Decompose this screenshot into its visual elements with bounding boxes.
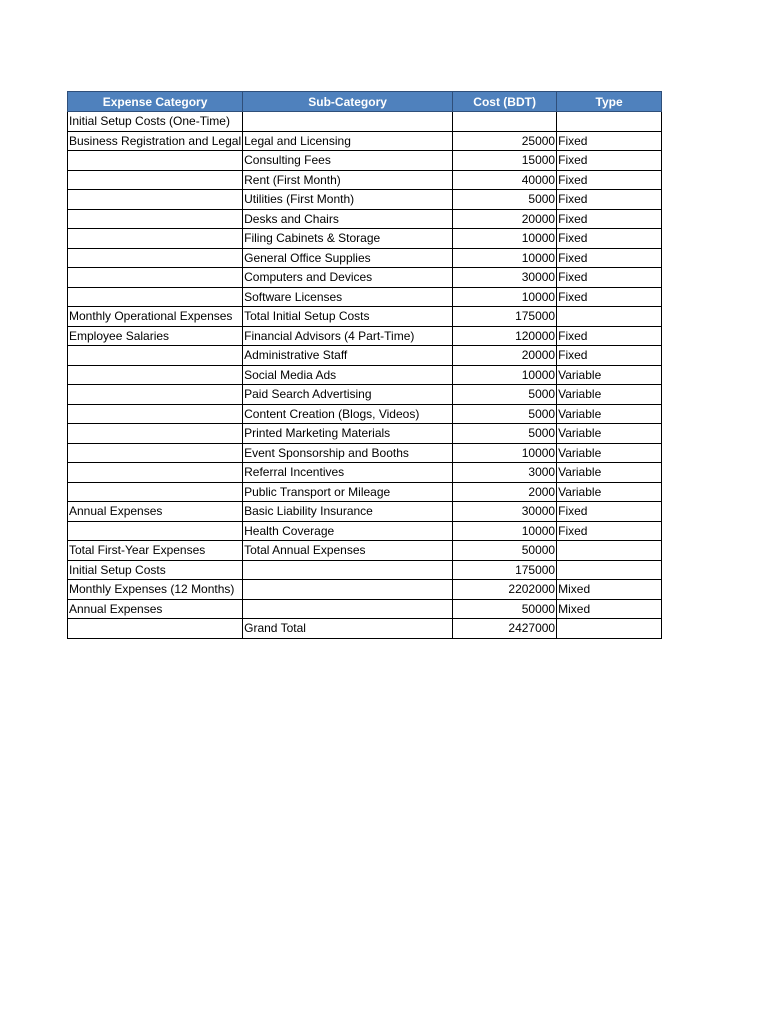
table-row: [68, 482, 662, 502]
type-cell[interactable]: Variable: [557, 385, 662, 405]
expense-category-cell[interactable]: [68, 404, 243, 424]
cost-cell[interactable]: 5000: [453, 424, 557, 444]
cost-cell[interactable]: 30000: [453, 502, 557, 522]
sub-category-cell[interactable]: Rent (First Month): [243, 170, 453, 190]
expense-category-cell[interactable]: [68, 365, 243, 385]
table-row: [68, 248, 662, 268]
expense-category-cell[interactable]: [68, 521, 243, 541]
type-cell[interactable]: Variable: [557, 365, 662, 385]
sub-category-cell[interactable]: Desks and Chairs: [243, 209, 453, 229]
header-sub-category: Sub-Category: [243, 92, 453, 112]
expense-category-cell[interactable]: [68, 170, 243, 190]
table-row: [68, 424, 662, 444]
type-cell[interactable]: [557, 560, 662, 580]
sub-category-cell[interactable]: [243, 560, 453, 580]
cost-cell[interactable]: [453, 112, 557, 132]
type-cell[interactable]: Fixed: [557, 170, 662, 190]
type-cell[interactable]: Mixed: [557, 580, 662, 600]
table-row: [68, 190, 662, 210]
sub-category-cell[interactable]: Legal and Licensing: [243, 131, 453, 151]
sub-category-cell[interactable]: General Office Supplies: [243, 248, 453, 268]
cost-cell[interactable]: 25000: [453, 131, 557, 151]
table-row: [68, 112, 662, 132]
expense-category-cell[interactable]: Annual Expenses: [68, 599, 243, 619]
sub-category-cell[interactable]: Health Coverage: [243, 521, 453, 541]
cost-cell[interactable]: 120000: [453, 326, 557, 346]
cost-cell[interactable]: 10000: [453, 287, 557, 307]
cost-cell[interactable]: 10000: [453, 229, 557, 249]
type-cell[interactable]: Fixed: [557, 521, 662, 541]
type-cell[interactable]: Fixed: [557, 190, 662, 210]
expense-category-cell[interactable]: [68, 463, 243, 483]
table-row: [68, 365, 662, 385]
table-row: [68, 307, 662, 327]
type-cell[interactable]: [557, 619, 662, 639]
type-cell[interactable]: Variable: [557, 463, 662, 483]
table-row: [68, 385, 662, 405]
sub-category-cell[interactable]: Paid Search Advertising: [243, 385, 453, 405]
cost-cell[interactable]: 5000: [453, 404, 557, 424]
table-row: [68, 541, 662, 561]
header-cost: Cost (BDT): [453, 92, 557, 112]
table-row: [68, 131, 662, 151]
cost-cell[interactable]: 10000: [453, 365, 557, 385]
sub-category-cell[interactable]: [243, 580, 453, 600]
sub-category-cell[interactable]: Financial Advisors (4 Part-Time): [243, 326, 453, 346]
expense-category-cell[interactable]: Business Registration and Legal: [68, 131, 243, 151]
table-row: [68, 463, 662, 483]
table-row: [68, 229, 662, 249]
sub-category-cell[interactable]: Social Media Ads: [243, 365, 453, 385]
cost-cell[interactable]: 20000: [453, 346, 557, 366]
type-cell[interactable]: Variable: [557, 424, 662, 444]
sub-category-cell[interactable]: Total Initial Setup Costs: [243, 307, 453, 327]
sub-category-cell[interactable]: Content Creation (Blogs, Videos): [243, 404, 453, 424]
expense-sheet: [67, 91, 662, 639]
table-header: [68, 92, 662, 112]
expense-category-cell[interactable]: [68, 424, 243, 444]
type-cell[interactable]: Fixed: [557, 326, 662, 346]
type-cell[interactable]: [557, 112, 662, 132]
expense-category-cell[interactable]: [68, 482, 243, 502]
type-cell[interactable]: Fixed: [557, 131, 662, 151]
cost-cell[interactable]: 30000: [453, 268, 557, 288]
sub-category-cell[interactable]: Event Sponsorship and Booths: [243, 443, 453, 463]
expense-category-cell[interactable]: [68, 287, 243, 307]
expense-category-cell[interactable]: [68, 248, 243, 268]
type-cell[interactable]: Variable: [557, 482, 662, 502]
table-row: [68, 268, 662, 288]
sub-category-cell[interactable]: Filing Cabinets & Storage: [243, 229, 453, 249]
sub-category-cell[interactable]: Printed Marketing Materials: [243, 424, 453, 444]
sub-category-cell[interactable]: Total Annual Expenses: [243, 541, 453, 561]
type-cell[interactable]: Fixed: [557, 229, 662, 249]
table-row: [68, 346, 662, 366]
table-row: [68, 170, 662, 190]
header-row: [68, 92, 662, 112]
sub-category-cell[interactable]: Referral Incentives: [243, 463, 453, 483]
expense-category-cell[interactable]: [68, 268, 243, 288]
sub-category-cell[interactable]: Software Licenses: [243, 287, 453, 307]
cost-cell[interactable]: 40000: [453, 170, 557, 190]
type-cell[interactable]: Variable: [557, 404, 662, 424]
expense-category-cell[interactable]: Monthly Operational Expenses: [68, 307, 243, 327]
table-row: [68, 209, 662, 229]
table-row: [68, 560, 662, 580]
table-row: [68, 443, 662, 463]
type-cell[interactable]: Mixed: [557, 599, 662, 619]
expense-category-cell[interactable]: Monthly Expenses (12 Months): [68, 580, 243, 600]
table-row: [68, 521, 662, 541]
sub-category-cell[interactable]: Basic Liability Insurance: [243, 502, 453, 522]
cost-cell[interactable]: 50000: [453, 599, 557, 619]
header-type: Type: [557, 92, 662, 112]
expense-category-cell[interactable]: [68, 443, 243, 463]
cost-cell[interactable]: 2000: [453, 482, 557, 502]
table-row: [68, 502, 662, 522]
expense-category-cell[interactable]: [68, 385, 243, 405]
table-row: [68, 619, 662, 639]
type-cell[interactable]: [557, 541, 662, 561]
expense-category-cell[interactable]: Total First-Year Expenses: [68, 541, 243, 561]
table-row: [68, 404, 662, 424]
cost-cell[interactable]: 5000: [453, 385, 557, 405]
expense-category-cell[interactable]: Employee Salaries: [68, 326, 243, 346]
cost-cell[interactable]: 15000: [453, 151, 557, 171]
table-row: [68, 151, 662, 171]
sub-category-cell[interactable]: Grand Total: [243, 619, 453, 639]
table-row: [68, 580, 662, 600]
expense-category-cell[interactable]: Annual Expenses: [68, 502, 243, 522]
type-cell[interactable]: Fixed: [557, 502, 662, 522]
sub-category-cell[interactable]: [243, 599, 453, 619]
sub-category-cell[interactable]: Consulting Fees: [243, 151, 453, 171]
cost-cell[interactable]: 5000: [453, 190, 557, 210]
type-cell[interactable]: Variable: [557, 443, 662, 463]
expense-category-cell[interactable]: [68, 346, 243, 366]
header-expense-category: Expense Category: [68, 92, 243, 112]
type-cell[interactable]: [557, 307, 662, 327]
expense-category-cell[interactable]: [68, 229, 243, 249]
expense-category-cell[interactable]: [68, 190, 243, 210]
sub-category-cell[interactable]: Public Transport or Mileage: [243, 482, 453, 502]
cost-cell[interactable]: 10000: [453, 443, 557, 463]
cost-cell[interactable]: 2202000: [453, 580, 557, 600]
table-row: [68, 599, 662, 619]
type-cell[interactable]: Fixed: [557, 151, 662, 171]
expense-category-cell[interactable]: Initial Setup Costs: [68, 560, 243, 580]
cost-cell[interactable]: 2427000: [453, 619, 557, 639]
expense-table: [67, 91, 662, 639]
expense-category-cell[interactable]: [68, 209, 243, 229]
expense-category-cell[interactable]: [68, 151, 243, 171]
cost-cell[interactable]: 175000: [453, 307, 557, 327]
type-cell[interactable]: Fixed: [557, 287, 662, 307]
type-cell[interactable]: Fixed: [557, 268, 662, 288]
type-cell[interactable]: Fixed: [557, 346, 662, 366]
expense-category-cell[interactable]: [68, 619, 243, 639]
sub-category-cell[interactable]: Administrative Staff: [243, 346, 453, 366]
cost-cell[interactable]: 20000: [453, 209, 557, 229]
cost-cell[interactable]: 10000: [453, 248, 557, 268]
cost-cell[interactable]: 50000: [453, 541, 557, 561]
table-row: [68, 326, 662, 346]
expense-category-cell[interactable]: Initial Setup Costs (One-Time): [68, 112, 243, 132]
cost-cell[interactable]: 10000: [453, 521, 557, 541]
sub-category-cell[interactable]: Computers and Devices: [243, 268, 453, 288]
table-row: [68, 287, 662, 307]
table-body: [68, 112, 662, 639]
type-cell[interactable]: Fixed: [557, 248, 662, 268]
cost-cell[interactable]: 175000: [453, 560, 557, 580]
sub-category-cell[interactable]: Utilities (First Month): [243, 190, 453, 210]
sub-category-cell[interactable]: [243, 112, 453, 132]
cost-cell[interactable]: 3000: [453, 463, 557, 483]
type-cell[interactable]: Fixed: [557, 209, 662, 229]
